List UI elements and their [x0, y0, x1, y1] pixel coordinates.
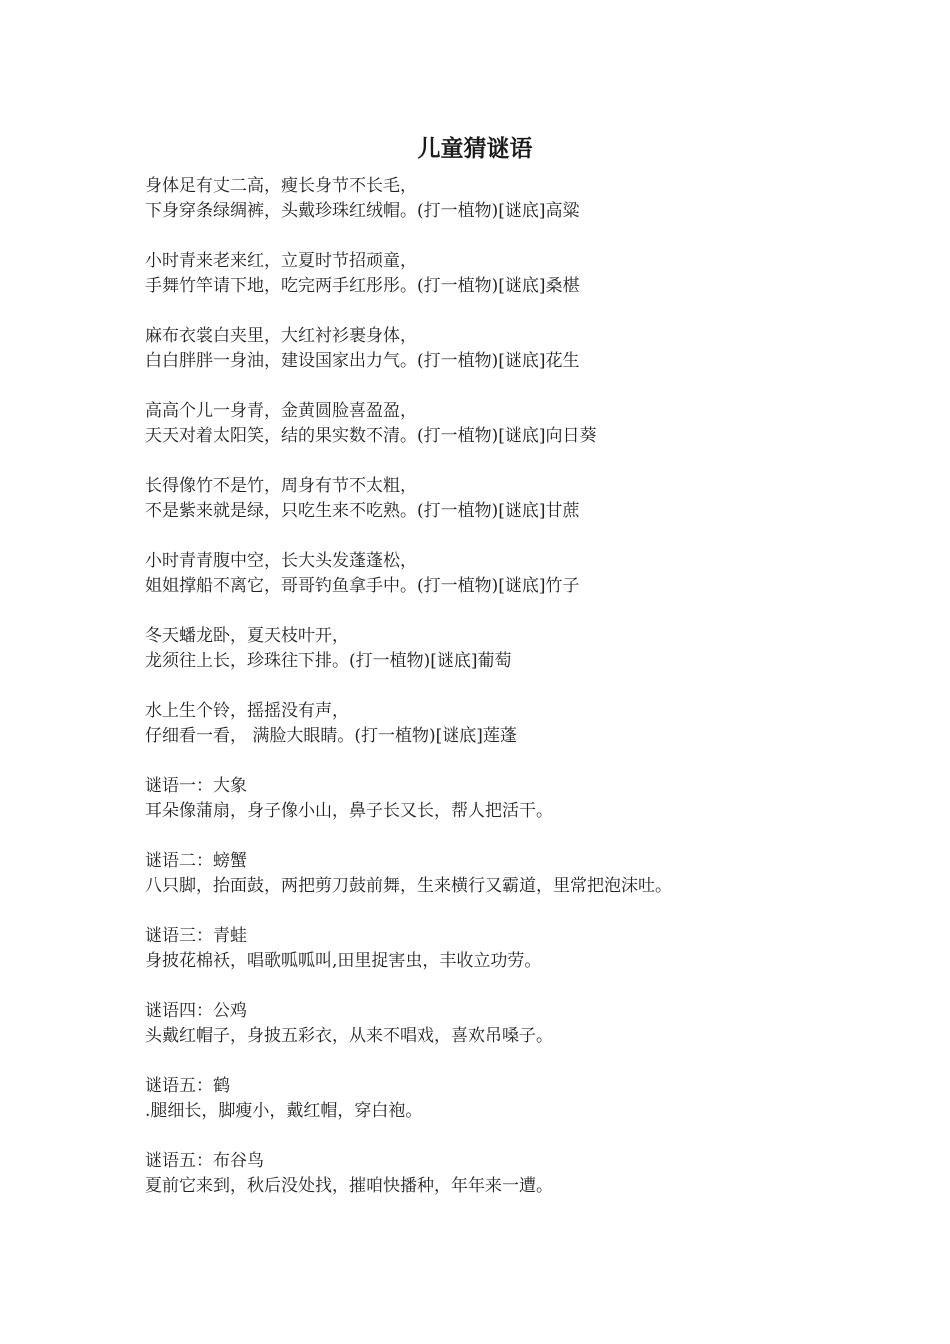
riddle-line: .腿细长，脚瘦小，戴红帽，穿白袍。 — [145, 1101, 423, 1121]
riddle-item — [145, 549, 905, 599]
riddle-item — [145, 699, 905, 749]
riddle-line: 小时青来老来红，立夏时节招顽童， — [145, 251, 417, 271]
riddle-line: 身披花棉袄，唱歌呱呱叫,田里捉害虫，丰收立功劳。 — [145, 951, 542, 971]
riddle-item — [145, 999, 905, 1049]
riddle-item — [145, 924, 905, 974]
riddle-line: 高高个儿一身青，金黄圆脸喜盈盈， — [145, 401, 417, 421]
riddle-line: 龙须往上长，珍珠往下排。(打一植物)[谜底]葡萄 — [145, 651, 512, 671]
riddle-line: 小时青青腹中空，长大头发蓬蓬松， — [145, 551, 417, 571]
riddle-line: 八只脚，抬面鼓，两把剪刀鼓前舞，生来横行又霸道，里常把泡沫吐。 — [145, 876, 672, 896]
riddle-line: 长得像竹不是竹，周身有节不太粗， — [145, 476, 417, 496]
riddle-heading: 谜语五：鹤 — [145, 1076, 230, 1096]
riddle-item — [145, 1149, 905, 1199]
riddle-item — [145, 249, 905, 299]
page-title: 儿童猜谜语 — [417, 135, 533, 162]
riddle-item — [145, 1074, 905, 1124]
riddle-line: 夏前它来到，秋后没处找，摧咱快播种，年年来一遭。 — [145, 1176, 553, 1196]
riddle-item — [145, 324, 905, 374]
riddle-line: 麻布衣裳白夹里，大红衬衫裹身体， — [145, 326, 417, 346]
riddle-line: 头戴红帽子，身披五彩衣，从来不唱戏，喜欢吊嗓子。 — [145, 1026, 553, 1046]
riddle-item — [145, 774, 905, 824]
riddle-heading: 谜语三：青蛙 — [145, 926, 247, 946]
riddle-item — [145, 399, 905, 449]
riddle-line: 身体足有丈二高，瘦长身节不长毛， — [145, 176, 417, 196]
riddle-line: 冬天蟠龙卧，夏天枝叶开， — [145, 626, 349, 646]
riddle-item — [145, 474, 905, 524]
riddle-line: 白白胖胖一身油，建设国家出力气。(打一植物)[谜底]花生 — [145, 351, 580, 371]
riddle-heading: 谜语四：公鸡 — [145, 1001, 247, 1021]
riddle-line: 水上生个铃，摇摇没有声， — [145, 701, 349, 721]
riddle-item — [145, 174, 905, 224]
riddle-item — [145, 624, 905, 674]
riddle-line: 手舞竹竿请下地，吃完两手红彤彤。(打一植物)[谜底]桑椹 — [145, 276, 580, 296]
riddle-heading: 谜语五：布谷鸟 — [145, 1151, 264, 1171]
riddle-line: 姐姐撑船不离它，哥哥钓鱼拿手中。(打一植物)[谜底]竹子 — [145, 576, 580, 596]
riddle-heading: 谜语一：大象 — [145, 776, 247, 796]
riddle-line: 耳朵像蒲扇，身子像小山，鼻子长又长，帮人把活干。 — [145, 801, 553, 821]
riddle-line: 仔细看一看， 满脸大眼睛。(打一植物)[谜底]莲蓬 — [145, 726, 517, 746]
riddle-line: 下身穿条绿绸裤，头戴珍珠红绒帽。(打一植物)[谜底]高粱 — [145, 201, 580, 221]
riddle-list — [145, 174, 905, 1224]
riddle-heading: 谜语二：螃蟹 — [145, 851, 247, 871]
riddle-item — [145, 849, 905, 899]
riddle-line: 不是紫来就是绿，只吃生来不吃熟。(打一植物)[谜底]甘蔗 — [145, 501, 580, 521]
riddle-line: 天天对着太阳笑，结的果实数不清。(打一植物)[谜底]向日葵 — [145, 426, 597, 446]
